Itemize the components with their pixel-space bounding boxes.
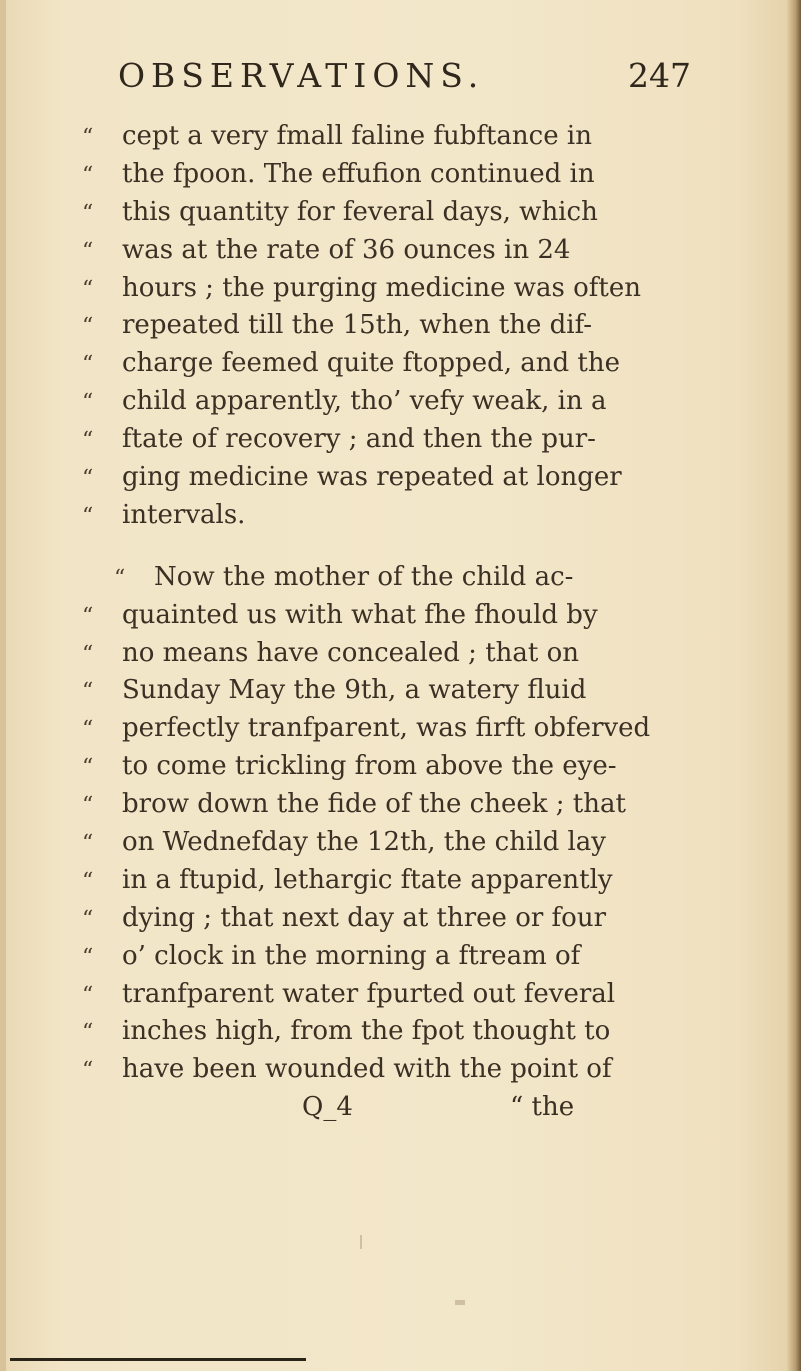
text-line bbox=[82, 1013, 722, 1051]
quote-mark: “ bbox=[82, 603, 94, 629]
body-text bbox=[82, 118, 722, 1125]
paragraph-gap bbox=[82, 535, 722, 559]
paper-speck bbox=[455, 1300, 465, 1305]
page-right-edge bbox=[787, 0, 801, 1371]
text-line bbox=[82, 232, 722, 270]
line-text: o’ clock in the morning a ftream of bbox=[122, 940, 581, 971]
text-line bbox=[82, 307, 722, 345]
text-line bbox=[82, 710, 722, 748]
line-text: brow down the fide of the cheek ; that bbox=[122, 789, 626, 820]
line-text: tranfparent water fpurted out feveral bbox=[122, 978, 616, 1009]
text-line bbox=[82, 786, 722, 824]
text-line bbox=[82, 824, 722, 862]
line-text: child apparently, tho’ vefy weak, in a bbox=[122, 386, 607, 417]
quote-mark: “ bbox=[114, 565, 126, 591]
text-line bbox=[82, 976, 722, 1014]
quote-mark: “ bbox=[82, 200, 94, 226]
quote-mark: “ bbox=[82, 352, 94, 378]
line-text: this quantity for feveral days, which bbox=[122, 196, 598, 227]
line-text: no means have concealed ; that on bbox=[122, 637, 579, 668]
quote-mark: “ bbox=[82, 466, 94, 492]
quote-mark: “ bbox=[82, 428, 94, 454]
line-text: perfectly tranfparent, was firft obferved bbox=[122, 713, 651, 744]
text-line bbox=[82, 345, 722, 383]
line-text: repeated till the 15th, when the dif- bbox=[122, 310, 593, 341]
line-text: have been wounded with the point of bbox=[122, 1054, 612, 1085]
quote-mark: “ bbox=[82, 944, 94, 970]
line-text: on Wednefday the 12th, the child lay bbox=[122, 827, 606, 858]
text-line bbox=[82, 862, 722, 900]
signature-mark: Q_4 bbox=[302, 1092, 353, 1123]
paragraph-2 bbox=[82, 559, 722, 1089]
line-text: quainted us with what fhe fhould by bbox=[122, 599, 598, 630]
quote-mark: “ bbox=[82, 831, 94, 857]
line-text: charge feemed quite ftopped, and the bbox=[122, 348, 620, 379]
text-line bbox=[82, 497, 722, 535]
line-text: in a ftupid, lethargic ftate apparently bbox=[122, 864, 613, 895]
line-text: to come trickling from above the eye- bbox=[122, 751, 617, 782]
page-left-edge bbox=[0, 0, 6, 1371]
line-text: Sunday May the 9th, a watery fluid bbox=[122, 675, 587, 706]
quote-mark: “ bbox=[82, 755, 94, 781]
quote-mark: “ bbox=[82, 868, 94, 894]
line-text: cept a very fmall faline fubftance in bbox=[122, 121, 592, 151]
line-text: ftate of recovery ; and then the pur- bbox=[122, 424, 596, 455]
text-line bbox=[82, 270, 722, 308]
text-line bbox=[82, 900, 722, 938]
page-header bbox=[118, 56, 718, 100]
page-footer bbox=[82, 1089, 722, 1125]
quote-mark: “ bbox=[82, 503, 94, 529]
paper-speck bbox=[360, 1235, 362, 1249]
text-line bbox=[82, 118, 722, 156]
text-line bbox=[82, 459, 722, 497]
text-line bbox=[82, 1051, 722, 1089]
text-line bbox=[82, 672, 722, 710]
bottom-shadow-rule bbox=[10, 1358, 306, 1361]
text-line bbox=[82, 635, 722, 673]
paragraph-1 bbox=[82, 118, 722, 535]
quote-mark: “ bbox=[82, 641, 94, 667]
catchword: “ the bbox=[510, 1092, 575, 1123]
quote-mark: “ bbox=[82, 793, 94, 819]
quote-mark: “ bbox=[82, 679, 94, 705]
text-line bbox=[82, 156, 722, 194]
line-text: Now the mother of the child ac- bbox=[154, 561, 574, 592]
quote-mark: “ bbox=[82, 1058, 94, 1084]
quote-mark: “ bbox=[82, 906, 94, 932]
text-line bbox=[82, 559, 722, 597]
quote-mark: “ bbox=[82, 314, 94, 340]
quote-mark: “ bbox=[82, 276, 94, 302]
line-text: ging medicine was repeated at longer bbox=[122, 462, 622, 493]
page-number: 247 bbox=[628, 56, 691, 95]
text-line bbox=[82, 421, 722, 459]
quote-mark: “ bbox=[82, 125, 94, 150]
quote-mark: “ bbox=[82, 1020, 94, 1046]
running-title: OBSERVATIONS. bbox=[118, 56, 485, 95]
quote-mark: “ bbox=[82, 717, 94, 743]
text-line bbox=[82, 383, 722, 421]
quote-mark: “ bbox=[82, 390, 94, 416]
quote-mark: “ bbox=[82, 238, 94, 264]
line-text: inches high, from the fpot thought to bbox=[122, 1016, 611, 1047]
text-line bbox=[82, 938, 722, 976]
quote-mark: “ bbox=[82, 162, 94, 188]
line-text: dying ; that next day at three or four bbox=[122, 902, 607, 933]
text-line bbox=[82, 194, 722, 232]
line-text: was at the rate of 36 ounces in 24 bbox=[122, 234, 571, 265]
quote-mark: “ bbox=[82, 982, 94, 1008]
line-text: hours ; the purging medicine was often bbox=[122, 272, 641, 303]
text-line bbox=[82, 748, 722, 786]
line-text: intervals. bbox=[122, 499, 246, 530]
line-text: the fpoon. The effufion continued in bbox=[122, 158, 595, 189]
text-line bbox=[82, 597, 722, 635]
